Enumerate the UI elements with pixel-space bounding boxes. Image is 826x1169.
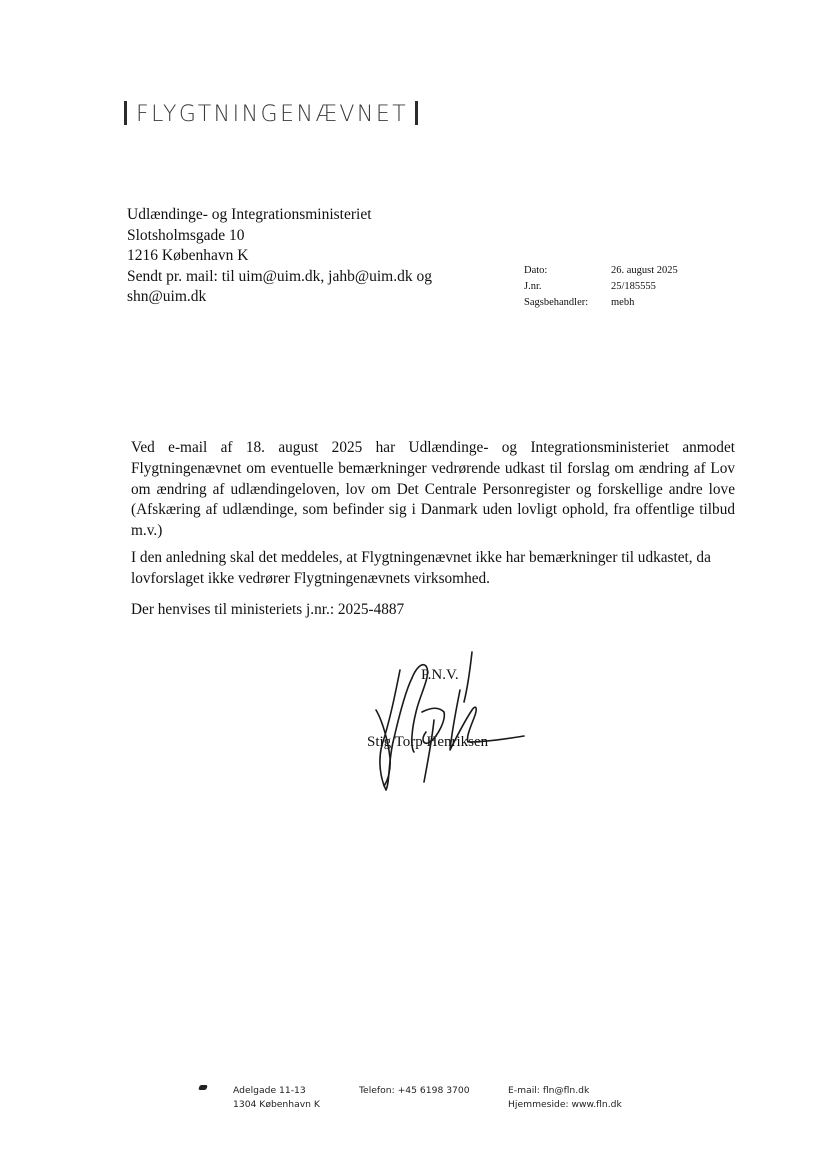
recipient-line: Slotsholmsgade 10 [127, 226, 245, 244]
pnv-label: P.N.V. [421, 667, 459, 683]
handwritten-signature [360, 650, 540, 800]
meta-date-value: 26. august 2025 [611, 265, 678, 276]
meta-handler-value: mebh [611, 297, 635, 308]
recipient-line: Sendt pr. mail: til uim@uim.dk, jahb@uim.dk og [127, 267, 432, 285]
recipient-address [127, 205, 487, 308]
logo-bar-right [415, 101, 418, 125]
meta-jnr-row [524, 279, 678, 295]
recipient-line: 1216 København K [127, 247, 249, 264]
body-paragraph-2: I den anledning skal det meddeles, at Flygtningenævnet ikke har bemærkninger til udkastet, da lovforslaget ikke vedrører Flygtningenævnets virksomhed. [131, 549, 711, 587]
footer-phone: Telefon: +45 6198 3700 [359, 1085, 470, 1096]
footer-address-line1: Adelgade 11-13 [233, 1085, 306, 1096]
meta-jnr-label: J.nr. [524, 281, 542, 292]
logo-text: FLYGTNINGENÆVNET [136, 102, 409, 127]
footer-website: Hjemmeside: www.fln.dk [508, 1098, 622, 1110]
meta-handler-row [524, 295, 678, 311]
recipient-line: Udlændinge- og Integrationsministeriet [127, 206, 372, 223]
meta-date-row [524, 263, 678, 279]
meta-jnr-value: 25/185555 [611, 281, 656, 292]
body-paragraph-1: Ved e-mail af 18. august 2025 har Udlændinge- og Integrationsministeriet anmodet Flygtningenævnet om eventuelle bemærkninger vedrørende udkast til forslag om ændring af Lov om ændring af udlændingeloven, lov om Det Centrale Personregister og forskellige andre love (Afskæring af udlændinge, som befinder sig i Danmark uden lovligt ophold, fra offentlige tilbud m.v.) [131, 439, 735, 540]
recipient-line: shn@uim.dk [127, 288, 207, 305]
footer-address [233, 1084, 320, 1111]
meta-handler-label: Sagsbehandler: [524, 297, 589, 308]
body-paragraph-3: Der henvises til ministeriets j.nr.: 2025-4887 [131, 601, 405, 618]
footer-contact [508, 1084, 622, 1111]
logo-bar-left [124, 101, 127, 125]
letterhead-logo [124, 101, 418, 127]
letter-meta [524, 263, 678, 311]
meta-date-label: Dato: [524, 265, 548, 276]
footer-address-line2: 1304 København K [233, 1098, 320, 1110]
footer-arrow-icon [198, 1085, 208, 1090]
footer-email: E-mail: fln@fln.dk [508, 1085, 590, 1096]
signatory-name: Stig Torp Henriksen [367, 734, 489, 750]
